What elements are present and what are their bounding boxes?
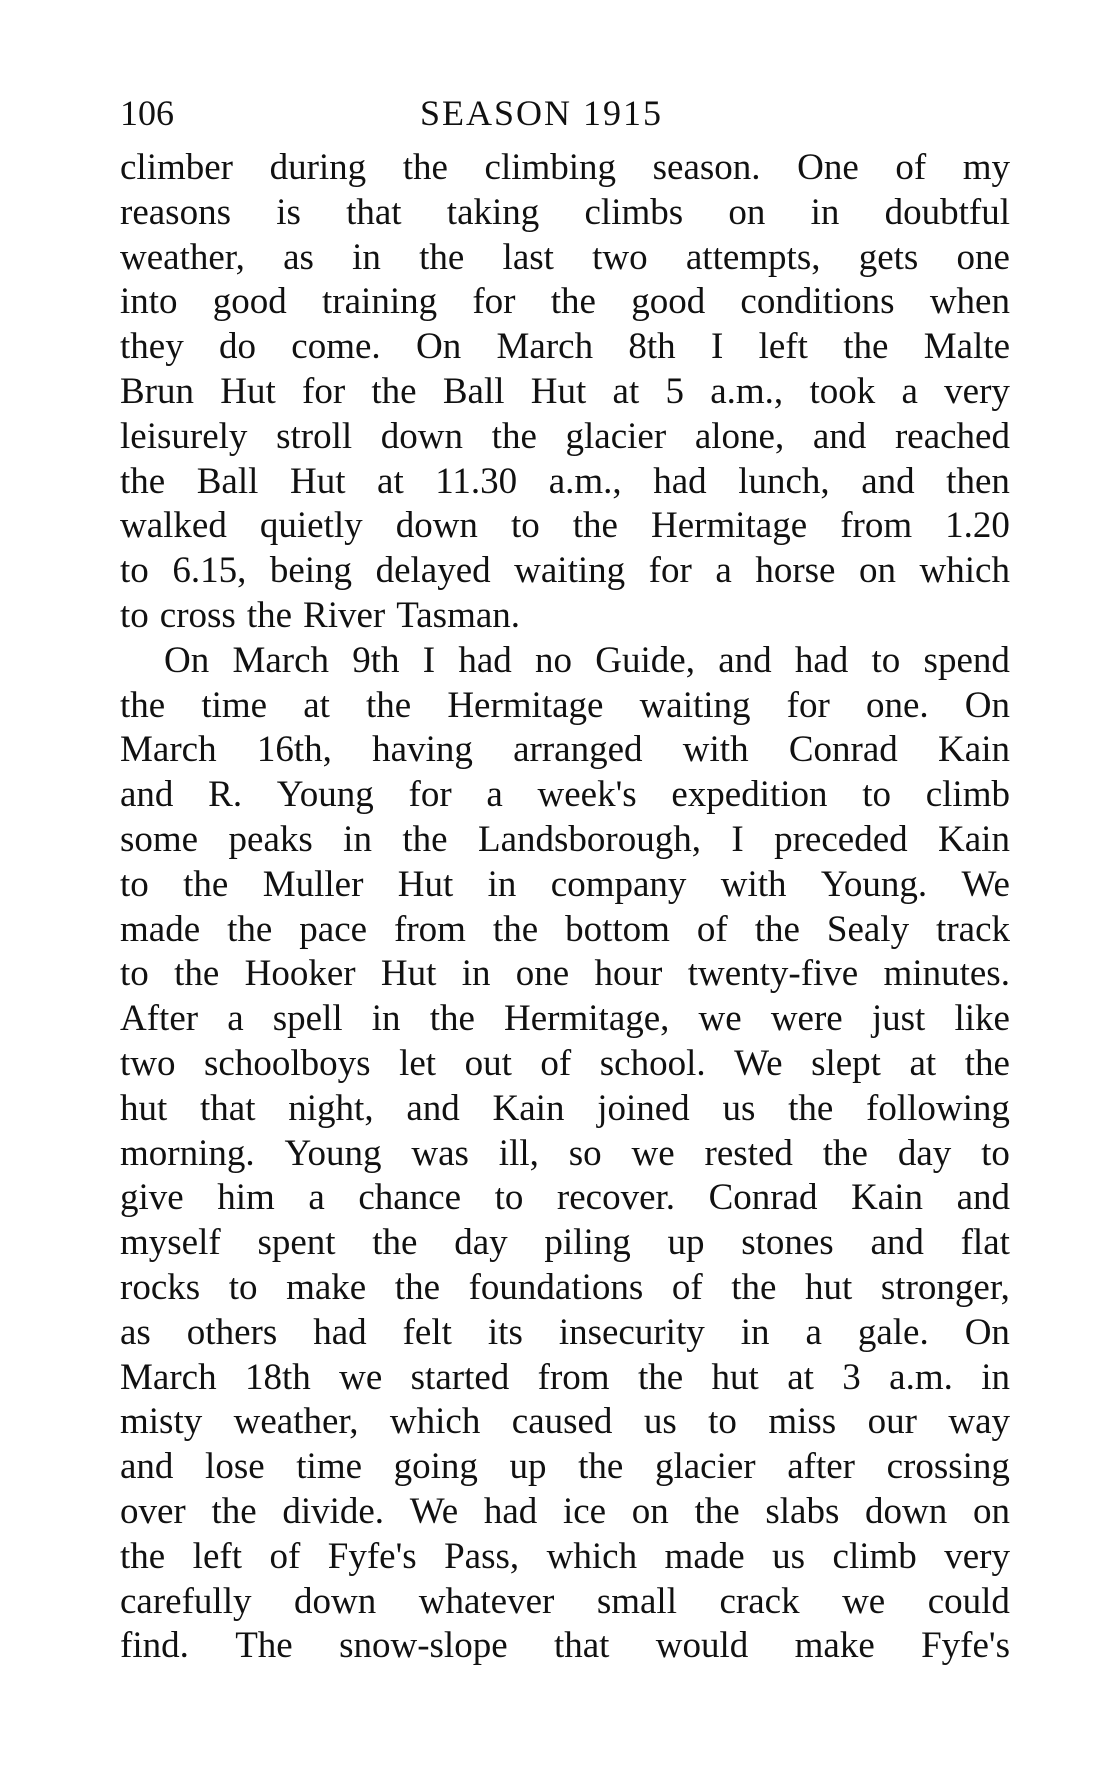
text-line: carefully down whatever small crack we could [120, 1580, 1010, 1622]
text-line: rocks to make the foundations of the hut stronger, [120, 1266, 1010, 1308]
text-line: walked quietly down to the Hermitage from 1.20 [120, 505, 1010, 547]
text-line: over the divide. We had ice on the slabs down on [120, 1490, 1010, 1532]
running-head [120, 92, 1010, 142]
text-line: reasons is that taking climbs on in doubtful [120, 191, 1010, 233]
text-line: to cross the River Tasman. [120, 594, 521, 636]
text-line: to 6.15, being delayed waiting for a horse on which [120, 550, 1010, 592]
text-line: the left of Fyfe's Pass, which made us climb very [120, 1535, 1010, 1577]
text-line: misty weather, which caused us to miss our way [120, 1401, 1010, 1443]
text-line: March 18th we started from the hut at 3 a.m. in [120, 1356, 1010, 1398]
text-line: the Ball Hut at 11.30 a.m., had lunch, and then [120, 460, 1010, 502]
text-line: hut that night, and Kain joined us the following [120, 1087, 1010, 1129]
body-text [120, 146, 1010, 1669]
text-line: two schoolboys let out of school. We slept at the [120, 1042, 1010, 1084]
text-line: March 16th, having arranged with Conrad Kain [120, 729, 1010, 771]
text-line: leisurely stroll down the glacier alone, and reached [120, 415, 1010, 457]
text-line: made the pace from the bottom of the Sealy track [120, 908, 1010, 950]
page-number: 106 [120, 93, 174, 133]
text-line: morning. Young was ill, so we rested the day to [120, 1132, 1010, 1174]
text-line: and lose time going up the glacier after crossing [120, 1446, 1010, 1488]
text-line: give him a chance to recover. Conrad Kain and [120, 1177, 1010, 1219]
text-line: the time at the Hermitage waiting for one. On [120, 684, 1010, 726]
text-line: After a spell in the Hermitage, we were just like [120, 998, 1010, 1040]
text-line: as others had felt its insecurity in a gale. On [120, 1311, 1010, 1353]
text-line: and R. Young for a week's expedition to climb [120, 774, 1010, 816]
text-line: climber during the climbing season. One of my [120, 147, 1010, 188]
text-line: myself spent the day piling up stones and flat [120, 1222, 1010, 1264]
text-line: find. The snow-slope that would make Fyfe's [120, 1625, 1010, 1667]
text-line: to the Hooker Hut in one hour twenty-five minutes. [120, 953, 1010, 995]
book-page [120, 92, 1010, 1669]
text-line: Brun Hut for the Ball Hut at 5 a.m., took a very [120, 370, 1010, 412]
text-line: On March 9th I had no Guide, and had to spend [164, 639, 1010, 681]
text-line: some peaks in the Landsborough, I preceded Kain [120, 818, 1010, 860]
running-title: SEASON 1915 [420, 93, 664, 133]
text-line: into good training for the good conditions when [120, 281, 1010, 323]
text-line: to the Muller Hut in company with Young. We [120, 863, 1010, 905]
text-line: they do come. On March 8th I left the Malte [120, 326, 1010, 368]
text-line: weather, as in the last two attempts, gets one [120, 236, 1010, 278]
